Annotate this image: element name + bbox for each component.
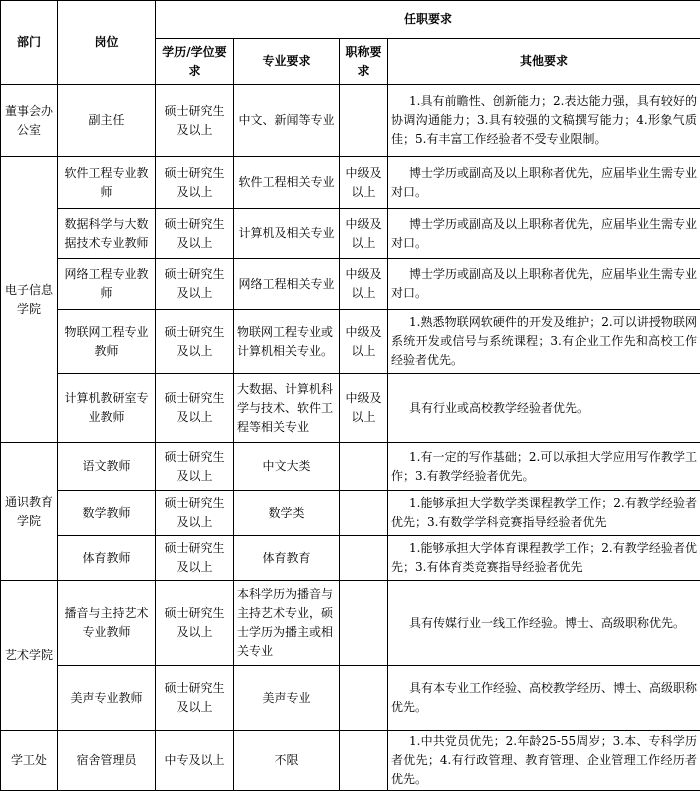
major-cell: 软件工程相关专业	[234, 157, 340, 209]
title-cell	[340, 666, 388, 731]
major-cell: 网络工程相关专业	[234, 259, 340, 310]
position-cell: 播音与主持艺术专业教师	[58, 581, 156, 666]
position-cell: 软件工程专业教师	[58, 157, 156, 209]
education-cell: 硕士研究生及以上	[156, 581, 234, 666]
position-cell: 物联网工程专业教师	[58, 310, 156, 374]
education-cell: 硕士研究生及以上	[156, 374, 234, 443]
header-education: 学历/学位要求	[156, 39, 234, 85]
title-cell	[340, 85, 388, 157]
header-major: 专业要求	[234, 39, 340, 85]
position-cell: 体育教师	[58, 536, 156, 581]
dept-cell: 通识教育学院	[1, 443, 58, 581]
other-cell: 博士学历或副高及以上职称者优先，应届毕业生需专业对口。	[388, 157, 700, 209]
other-cell: 1.熟悉物联网软硬件的开发及维护；2.可以讲授物联网系统开发或信号与系统课程；3.有企业工作先和高校工作经验者优先。	[388, 310, 700, 374]
major-cell: 体育教育	[234, 536, 340, 581]
education-cell: 中专及以上	[156, 731, 234, 791]
other-cell: 1.具有前瞻性、创新能力；2.表达能力强，具有较好的协调沟通能力；3.具有较强的文稿撰写能力；4.形象气质佳；5.有丰富工作经验者不受专业限制。	[388, 85, 700, 157]
major-cell: 美声专业	[234, 666, 340, 731]
education-cell: 硕士研究生及以上	[156, 209, 234, 259]
table-row	[1, 581, 700, 666]
education-cell: 硕士研究生及以上	[156, 310, 234, 374]
table-row	[1, 85, 700, 157]
header-position: 岗位	[58, 1, 156, 85]
title-cell: 中级及以上	[340, 209, 388, 259]
education-cell: 硕士研究生及以上	[156, 666, 234, 731]
education-cell: 硕士研究生及以上	[156, 491, 234, 536]
title-cell	[340, 491, 388, 536]
position-cell: 网络工程专业教师	[58, 259, 156, 310]
major-cell: 大数据、计算机科学与技术、软件工程等相关专业	[234, 374, 340, 443]
dept-cell: 学工处	[1, 731, 58, 791]
title-cell	[340, 581, 388, 666]
table-row	[1, 310, 700, 374]
table-row	[1, 443, 700, 491]
title-cell: 中级及以上	[340, 157, 388, 209]
table-row	[1, 374, 700, 443]
other-cell: 1.有一定的写作基础；2.可以承担大学应用写作教学工作；3.有教学经验者优先。	[388, 443, 700, 491]
position-cell: 数据科学与大数据技术专业教师	[58, 209, 156, 259]
position-cell: 数学教师	[58, 491, 156, 536]
table-row	[1, 491, 700, 536]
header-dept: 部门	[1, 1, 58, 85]
title-cell	[340, 443, 388, 491]
position-cell: 美声专业教师	[58, 666, 156, 731]
education-cell: 硕士研究生及以上	[156, 443, 234, 491]
education-cell: 硕士研究生及以上	[156, 85, 234, 157]
other-cell: 1.能够承担大学数学类课程教学工作；2.有教学经验者优先；3.有数学学科竞赛指导经验者优先	[388, 491, 700, 536]
other-cell: 博士学历或副高及以上职称者优先，应届毕业生需专业对口。	[388, 259, 700, 310]
table-row	[1, 209, 700, 259]
table-row	[1, 259, 700, 310]
major-cell: 物联网工程专业或计算机相关专业。	[234, 310, 340, 374]
dept-cell: 艺术学院	[1, 581, 58, 731]
position-cell: 语文教师	[58, 443, 156, 491]
other-cell: 具有本专业工作经验、高校教学经历、博士、高级职称优先。	[388, 666, 700, 731]
table-row	[1, 536, 700, 581]
major-cell: 不限	[234, 731, 340, 791]
header-requirements: 任职要求	[156, 1, 700, 39]
major-cell: 中文、新闻等专业	[234, 85, 340, 157]
major-cell: 中文大类	[234, 443, 340, 491]
table-row	[1, 666, 700, 731]
dept-cell: 电子信息学院	[1, 157, 58, 443]
header-title: 职称要求	[340, 39, 388, 85]
table-row	[1, 157, 700, 209]
education-cell: 硕士研究生及以上	[156, 157, 234, 209]
major-cell: 数学类	[234, 491, 340, 536]
position-cell: 副主任	[58, 85, 156, 157]
title-cell: 中级及以上	[340, 310, 388, 374]
title-cell	[340, 536, 388, 581]
other-cell: 具有传媒行业一线工作经验。博士、高级职称优先。	[388, 581, 700, 666]
title-cell: 中级及以上	[340, 259, 388, 310]
other-cell: 具有行业或高校教学经验者优先。	[388, 374, 700, 443]
title-cell	[340, 731, 388, 791]
other-cell: 1.中共党员优先；2.年龄25-55周岁；3.本、专科学历者优先；4.有行政管理、教育管理、企业管理工作经历者优先。	[388, 731, 700, 791]
major-cell: 本科学历为播音与主持艺术专业，硕士学历为播主或相关专业	[234, 581, 340, 666]
header-other: 其他要求	[388, 39, 700, 85]
dept-cell: 董事会办公室	[1, 85, 58, 157]
title-cell: 中级及以上	[340, 374, 388, 443]
table-row	[1, 731, 700, 791]
other-cell: 1.能够承担大学体育课程教学工作；2.有教学经验者优先；3.有体育类竞赛指导经验者优先	[388, 536, 700, 581]
education-cell: 硕士研究生及以上	[156, 536, 234, 581]
major-cell: 计算机及相关专业	[234, 209, 340, 259]
other-cell: 博士学历或副高及以上职称者优先，应届毕业生需专业对口。	[388, 209, 700, 259]
position-cell: 计算机教研室专业教师	[58, 374, 156, 443]
education-cell: 硕士研究生及以上	[156, 259, 234, 310]
position-cell: 宿舍管理员	[58, 731, 156, 791]
